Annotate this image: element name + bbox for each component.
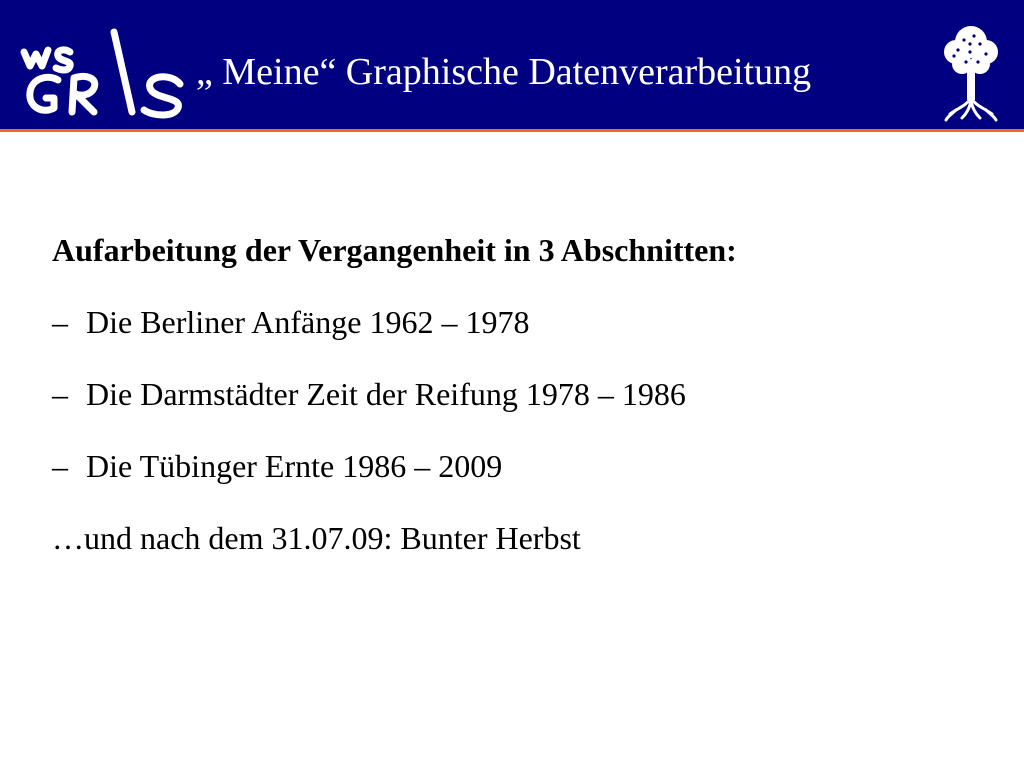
list-item-text: Die Tübinger Ernte 1986 – 2009 bbox=[86, 448, 503, 484]
header-banner bbox=[0, 0, 1024, 132]
dash-bullet: – bbox=[52, 448, 68, 484]
wsgris-logo bbox=[14, 22, 194, 120]
list-item bbox=[52, 300, 982, 344]
list-item-text: Die Berliner Anfänge 1962 – 1978 bbox=[86, 304, 530, 340]
list-item bbox=[52, 444, 982, 488]
list-item bbox=[52, 372, 982, 416]
dash-bullet: – bbox=[52, 376, 68, 412]
tree-icon bbox=[940, 22, 1002, 122]
slide-content bbox=[52, 228, 982, 592]
list-item-text: Die Darmstädter Zeit der Reifung 1978 – 1986 bbox=[86, 376, 686, 412]
slide-heading: Aufarbeitung der Vergangenheit in 3 Abschnitten: bbox=[52, 232, 737, 268]
dash-bullet: – bbox=[52, 304, 68, 340]
closing-line: …und nach dem 31.07.09: Bunter Herbst bbox=[52, 520, 581, 556]
bullet-list bbox=[52, 300, 982, 488]
header-title: „ Meine“ Graphische Datenverarbeitung bbox=[196, 51, 812, 93]
